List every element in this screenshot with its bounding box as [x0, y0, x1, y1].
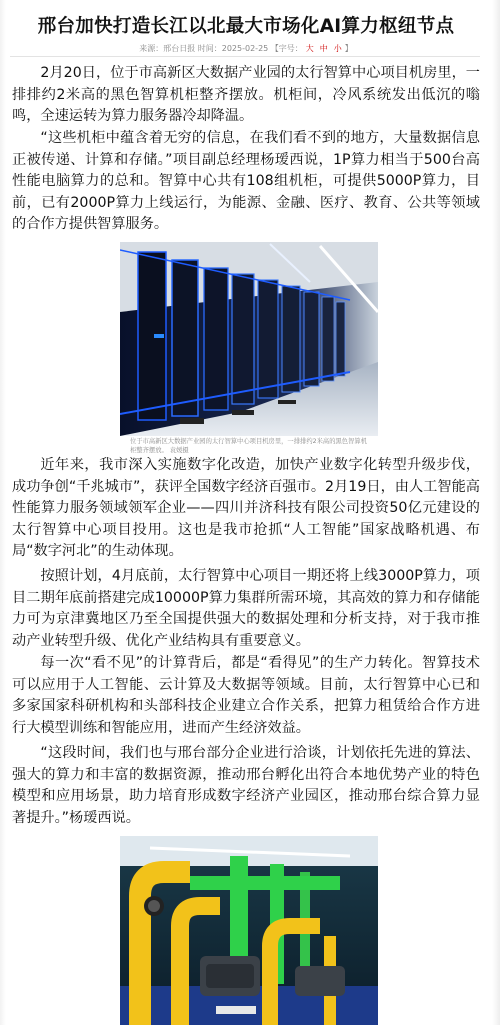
paragraph-5: 每一次“看不见”的计算背后，都是“看得见”的生产力转化。智算技术可以应用于人工智能、云计算及大数据等领域。目前，太行智算中心已和多家国家科研机构和头部科技企业建立合作关系，把算力租赁给合作方进行大模型训练和智能应用，进而产生经济效益。 [12, 655, 480, 736]
font-size-large-link[interactable]: 大 [305, 44, 314, 53]
paragraph-4: 按照计划，4月底前，太行智算中心项目一期还将上线3000P算力，项目二期年底前搭建完成10000P算力集群所需环境，其高效的算力和存储能力可为京津冀地区乃至全国提供强大的数据处理和分析支持，对于我市推动产业转型升级、优化产业结构具有重要意义。 [12, 568, 480, 649]
font-size-label: 【字号： [270, 44, 303, 53]
source-label: 来源：邢台日报 [139, 44, 196, 53]
font-size-close-bracket: 】 [344, 44, 353, 53]
server-room-photo [120, 242, 378, 436]
photo-caption: 位于市高新区大数据产业园的太行智算中心项目机房里，一排排约2米高的黑色智算机柜整齐摆放。 袁媛摄 [130, 438, 367, 454]
article [8, 0, 484, 1025]
paragraph-1: 2月20日，位于市高新区大数据产业园的太行智算中心项目机房里，一排排约2米高的黑色智算机柜整齐摆放。机柜间，冷风系统发出低沉的嗡鸣，全速运转为算力服务器冷却降温。 [12, 65, 480, 125]
font-size-medium-link[interactable]: 中 [319, 44, 328, 53]
font-size-small-link[interactable]: 小 [333, 44, 342, 53]
paragraph-2: “这些机柜中蕴含着无穷的信息，在我们看不到的地方，大量数据信息正被传递、计算和存储。”项目副总经理杨瑷西说，1P算力相当于500台高性能电脑算力的总和。智算中心共有108组机柜，可提供5000P算力，目前，已有2000P算力上线运行，为能源、金融、医疗、教育、公共等领域的合作方提供智算服务。 [12, 130, 480, 233]
paragraph-3: 近年来，我市深入实施数字化改造，加快产业数字化转型升级步伐，成功争创“千兆城市”，获评全国数字经济百强市。2月19日，由人工智能高性能算力服务领域领军企业——四川并济科技有限公司投资50亿元建设的太行智算中心项目投用。这也是我市抢抓“人工智能”国家战略机遇、布局“数字河北”的生动体现。 [12, 457, 480, 560]
article-title: 邢台加快打造长江以北最大市场化AI算力枢纽节点 [37, 16, 455, 37]
title-divider [10, 56, 480, 57]
publish-date: 2025-02-25 [221, 44, 269, 53]
paragraph-6: “这段时间，我们也与邢台部分企业进行洽谈，计划依托先进的算法、强大的算力和丰富的数据资源，推动邢台孵化出符合本地优势产业的特色模型和应用场景，助力培育形成数字经济产业园区，推动邢台综合算力显著提升。”杨瑷西说。 [12, 745, 480, 826]
time-label: 时间： [197, 44, 222, 53]
article-meta [8, 43, 484, 54]
cooling-pipes-photo [120, 836, 378, 1025]
